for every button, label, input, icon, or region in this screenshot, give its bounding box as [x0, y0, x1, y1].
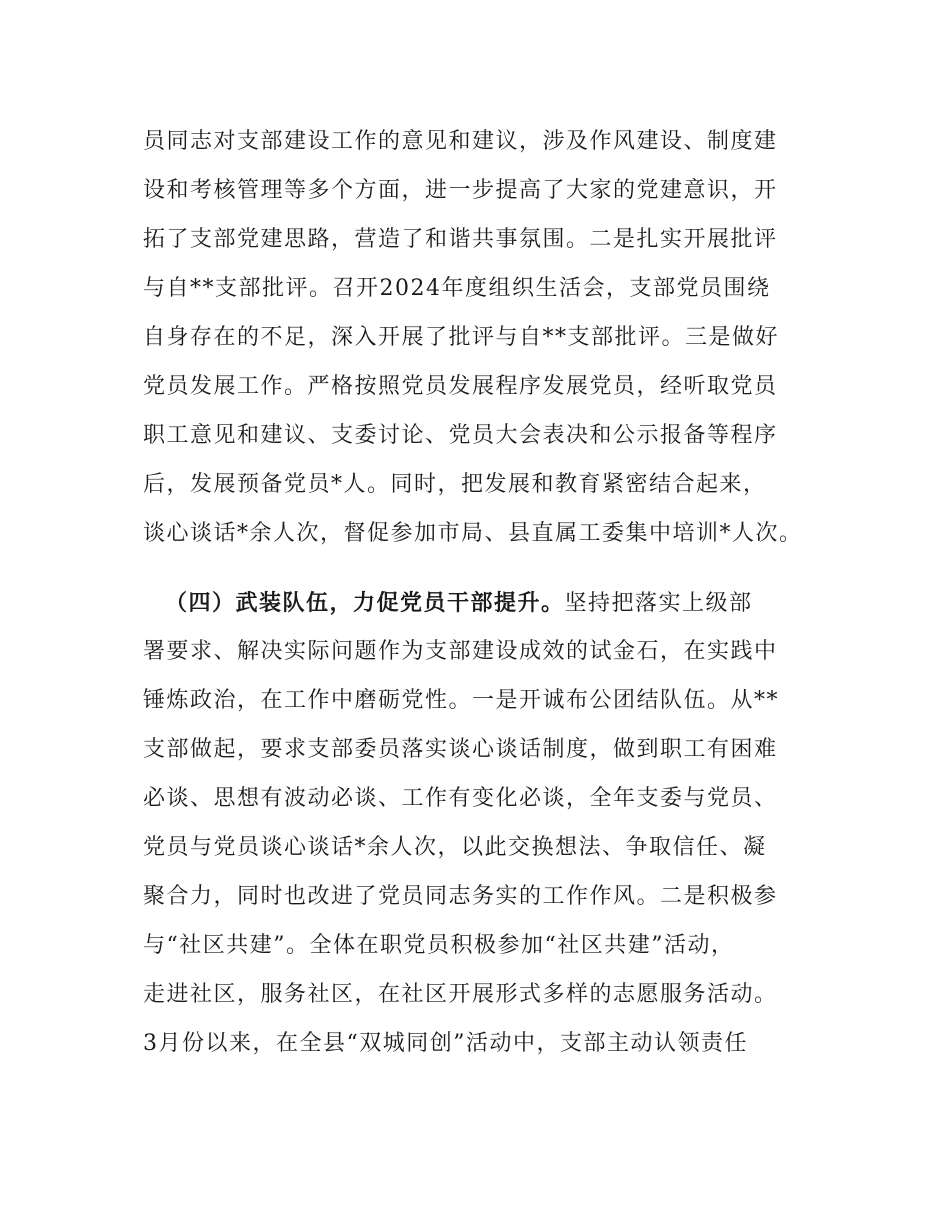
paragraph-line: 设和考核管理等多个方面，进一步提高了大家的党建意识，开	[143, 178, 778, 203]
paragraph-line: 署要求、解决实际问题作为支部建设成效的试金石，在实践中	[143, 639, 778, 664]
section-intro-text: 坚持把落实上级部	[564, 591, 753, 616]
paragraph-line: 与“社区共建”。全体在职党员积极参加“社区共建”活动，	[143, 933, 735, 958]
paragraph-line: 3月份以来，在全县“双城同创”活动中，支部主动认领责任	[143, 1031, 748, 1056]
paragraph-line: 锤炼政治，在工作中磨砺党性。一是开诚布公团结队伍。从**	[143, 688, 780, 713]
paragraph-line: 必谈、思想有波动必谈、工作有变化必谈，全年支委与党员、	[143, 786, 778, 811]
paragraph-line: 聚合力，同时也改进了党员同志务实的工作作风。二是积极参	[143, 884, 778, 909]
paragraph-line: 走进社区，服务社区，在社区开展形式多样的志愿服务活动。	[143, 982, 778, 1007]
paragraph-line: 谈心谈话*余人次，督促参加市局、县直属工委集中培训*人次。	[143, 521, 803, 546]
paragraph-line: 支部做起，要求支部委员落实谈心谈话制度，做到职工有困难	[143, 737, 778, 762]
section-heading-line	[165, 588, 753, 618]
paragraph-line: 与自**支部批评。召开2024年度组织生活会，支部党员围绕	[143, 276, 771, 301]
paragraph-line: 后，发展预备党员*人。同时，把发展和教育紧密结合起来，	[143, 472, 767, 497]
paragraph-line: 党员与党员谈心谈话*余人次，以此交换想法、争取信任、凝	[143, 835, 767, 860]
paragraph-line: 自身存在的不足，深入开展了批评与自**支部批评。三是做好	[143, 325, 780, 350]
paragraph-line: 员同志对支部建设工作的意见和建议，涉及作风建设、制度建	[143, 129, 778, 154]
paragraph-line: 拓了支部党建思路，营造了和谐共事氛围。二是扎实开展批评	[143, 227, 778, 252]
paragraph-line: 职工意见和建议、支委讨论、党员大会表决和公示报备等程序	[143, 423, 778, 448]
section-heading: （四）武装队伍，力促党员干部提升。	[165, 590, 565, 616]
paragraph-line: 党员发展工作。严格按照党员发展程序发展党员，经听取党员	[143, 374, 778, 399]
